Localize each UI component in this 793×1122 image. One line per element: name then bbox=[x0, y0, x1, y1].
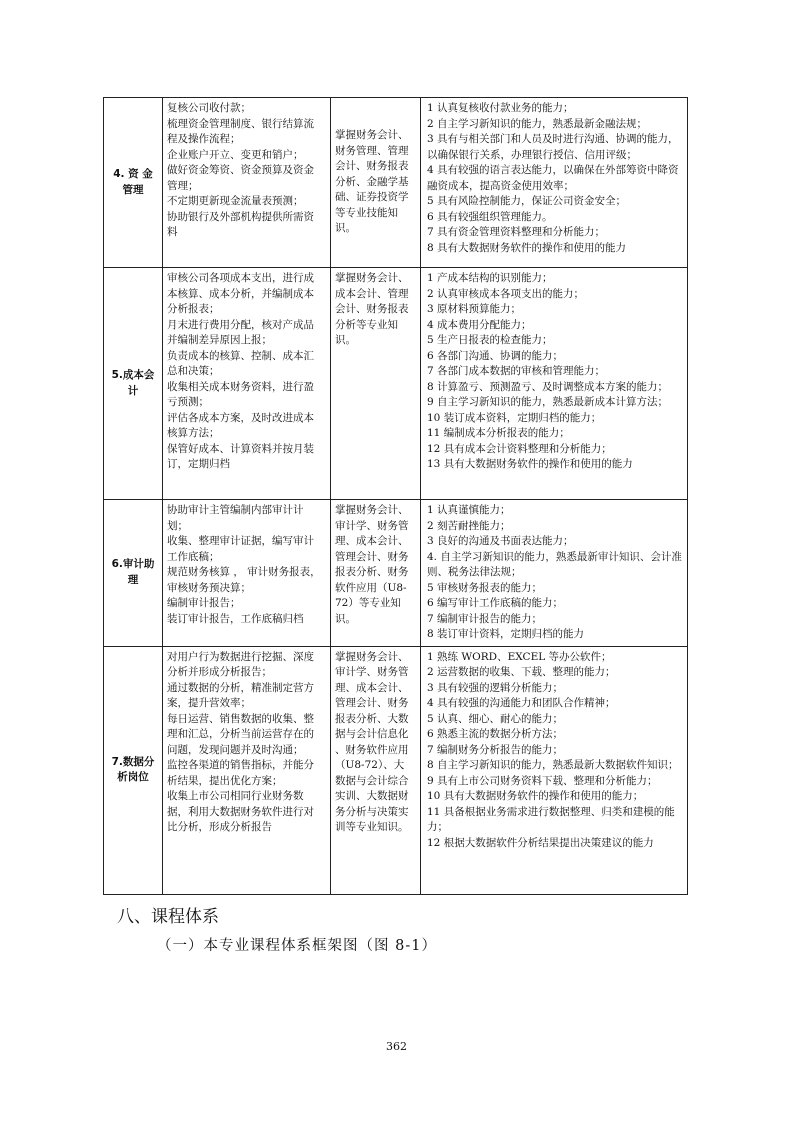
post-name: 4. 资 金 管理 bbox=[113, 168, 153, 196]
abilities-cell bbox=[421, 268, 688, 500]
duty-line: 通过数据的分析，精准制定营方案，提升营效率； bbox=[167, 681, 314, 709]
ability-line: 6 具有较强组织管理能力。 bbox=[427, 210, 553, 223]
competency-table bbox=[103, 97, 688, 895]
duty-line: 做好资金筹资、资金预算及资金管理； bbox=[167, 164, 314, 192]
competency-table-body bbox=[104, 98, 688, 895]
ability-line: 4 具有较强的语言表达能力，以确保在外部筹资中降资融资成本，提高资金使用效率； bbox=[427, 164, 679, 192]
ability-line: 3 良好的沟通及书面表达能力； bbox=[427, 535, 574, 547]
ability-line: 3 具有与相关部门和人员及时进行沟通、协调的能力，以确保银行关系，办理银行授信、信用评级； bbox=[427, 133, 679, 161]
ability-line: 8 自主学习新知识的能力，熟悉最新大数据软件知识； bbox=[427, 759, 679, 771]
duties-cell bbox=[163, 646, 331, 894]
duty-line: 装订审计报告，工作底稿归档 bbox=[167, 612, 304, 625]
duties-cell bbox=[163, 500, 331, 647]
duty-line: 收集相关成本财务资料，进行盈亏预测； bbox=[167, 380, 314, 408]
abilities-cell bbox=[421, 98, 688, 268]
ability-line: 8 计算盈亏、预测盈亏、及时调整成本方案的能力； bbox=[427, 380, 669, 393]
ability-line: 1 认真复核收付款业务的能力； bbox=[427, 102, 574, 114]
ability-line: 11 具备根据业务需求进行数据整理、归类和建模的能力； bbox=[427, 805, 675, 833]
knowledge-cell bbox=[331, 646, 421, 894]
duty-line: 每日运营、销售数据的收集、整理和汇总，分析当前运营存在的问题，发现问题并及时沟通； bbox=[167, 712, 314, 756]
ability-line: 12 具有成本会计资料整理和分析能力； bbox=[427, 442, 612, 455]
post-name: 7.数据分析岗位 bbox=[111, 755, 155, 783]
ability-line: 9 具有上市公司财务资料下载、整理和分析能力； bbox=[427, 774, 658, 787]
ability-line: 11 编制成本分析报表的能力； bbox=[427, 427, 570, 439]
ability-line: 8 具有大数据财务软件的操作和使用的能力 bbox=[427, 241, 627, 254]
ability-line: 5 生产日报表的检查能力； bbox=[427, 334, 553, 346]
duties-cell bbox=[163, 268, 331, 500]
duty-line: 协助银行及外部机构提供所需资料 bbox=[167, 210, 314, 238]
ability-line: 1 产成本结构的识别能力； bbox=[427, 272, 553, 284]
ability-line: 7 各部门成本数据的审核和管理能力； bbox=[427, 365, 606, 377]
duty-line: 协助审计主管编制内部审计计划； bbox=[167, 504, 304, 532]
table-row bbox=[104, 500, 688, 647]
ability-line: 6 熟悉主流的数据分析方法； bbox=[427, 728, 564, 740]
knowledge-cell bbox=[331, 98, 421, 268]
ability-line: 2 运营数据的收集、下载、整理的能力； bbox=[427, 666, 616, 678]
post-name: 6.审计助理 bbox=[111, 558, 155, 586]
ability-line: 12 根据大数据软件分析结果提出决策建议的能力 bbox=[427, 836, 654, 849]
abilities-cell bbox=[421, 500, 688, 647]
ability-line: 10 装订成本资料，定期归档的能力； bbox=[427, 411, 602, 424]
ability-line: 5 审核财务报表的能力； bbox=[427, 581, 543, 594]
ability-line: 5 认真、细心、耐心的能力； bbox=[427, 712, 564, 725]
abilities-cell bbox=[421, 646, 688, 894]
ability-line: 2 自主学习新知识的能力，熟悉最新金融法规； bbox=[427, 117, 648, 130]
duty-line: 审核公司各项成本支出，进行成本核算、成本分析，并编制成本分析报表； bbox=[167, 272, 314, 315]
duty-line: 企业账户开立、变更和销户； bbox=[167, 148, 304, 161]
ability-line: 4. 自主学习新知识的能力，熟悉最新审计知识、会计准则、税务法律法规； bbox=[427, 550, 682, 578]
table-row bbox=[104, 646, 688, 894]
ability-line: 1 熟练 WORD、EXCEL 等办公软件； bbox=[427, 650, 612, 663]
duty-line: 编制审计报告； bbox=[167, 597, 241, 609]
duty-line: 保管好成本、计算资料并按月装订，定期归档 bbox=[167, 442, 314, 470]
ability-line: 6 各部门沟通、协调的能力； bbox=[427, 349, 564, 362]
ability-line: 13 具有大数据财务软件的操作和使用的能力 bbox=[427, 458, 633, 470]
table-row bbox=[104, 98, 688, 268]
duty-line: 月末进行费用分配，核对产成品并编制差异原因上报； bbox=[167, 318, 314, 346]
ability-line: 2 刻苦耐挫能力； bbox=[427, 519, 511, 532]
duty-line: 评估各成本方案，及时改进成本核算方法； bbox=[167, 411, 314, 439]
ability-line: 8 装订审计资料，定期归档的能力 bbox=[427, 628, 585, 640]
table-row bbox=[104, 268, 688, 500]
duty-line: 规范财务核算 ， 审计财务报表，审核财务预决算； bbox=[167, 566, 321, 594]
ability-line: 7 编制审计报告的能力； bbox=[427, 612, 543, 625]
knowledge-text: 掌握财务会计、审计学、财务管理、成本会计、管理会计、财务报表分析、大数据与会计信息化 、财务软件应用（U8-72）、大数据与会计综合实训、大数据财务分析与决策实训等专业知识。 bbox=[335, 650, 409, 833]
ability-line: 6 编写审计工作底稿的能力； bbox=[427, 597, 564, 609]
ability-line: 3 具有较强的逻辑分析能力； bbox=[427, 681, 564, 694]
knowledge-cell bbox=[331, 500, 421, 647]
subsection-heading: （一）本专业课程体系框架图（图 8-1） bbox=[157, 938, 437, 954]
duty-line: 收集、整理审计证据，编写审计工作底稿； bbox=[167, 535, 314, 563]
duties-cell bbox=[163, 98, 331, 268]
ability-line: 10 具有大数据财务软件的操作和使用的能力； bbox=[427, 790, 644, 802]
page-number: 362 bbox=[386, 1040, 407, 1053]
duty-line: 负责成本的核算、控制、成本汇总和决策； bbox=[167, 349, 314, 377]
duty-line: 监控各渠道的销售指标，并能分析结果，提出优化方案； bbox=[167, 759, 314, 787]
ability-line: 7 编制财务分析报告的能力； bbox=[427, 743, 564, 756]
post-cell bbox=[104, 98, 163, 268]
post-cell bbox=[104, 646, 163, 894]
ability-line: 4 具有较强的沟通能力和团队合作精神； bbox=[427, 697, 616, 709]
duty-line: 梳理资金管理制度、银行结算流程及操作流程； bbox=[167, 117, 314, 145]
post-name: 5.成本会计 bbox=[111, 369, 155, 397]
knowledge-text: 掌握财务会计、财务管理、管理会计、财务报表分析、金融学基础、证券投资学等专业技能知识。 bbox=[335, 129, 409, 234]
ability-line: 1 认真谨慎能力； bbox=[427, 504, 511, 516]
post-cell bbox=[104, 268, 163, 500]
knowledge-text: 掌握财务会计、审计学、财务管理、成本会计、管理会计、财务报表分析、财务软件应用（U8-72）等专业知识。 bbox=[335, 504, 409, 625]
ability-line: 3 原材料预算能力； bbox=[427, 303, 522, 315]
duty-line: 不定期更新现金流量表预测； bbox=[167, 195, 304, 207]
section-heading: 八、课程体系 bbox=[117, 907, 219, 927]
ability-line: 7 具有资金管理资料整理和分析能力； bbox=[427, 226, 606, 238]
ability-line: 4 成本费用分配能力； bbox=[427, 318, 532, 331]
duty-line: 对用户行为数据进行挖掘、深度分析并形成分析报告； bbox=[167, 650, 314, 678]
ability-line: 2 认真审核成本各项支出的能力； bbox=[427, 287, 585, 300]
duty-line: 收集上市公司相同行业财务数据，利用大数据财务软件进行对比分析，形成分析报告 bbox=[167, 790, 314, 833]
knowledge-text: 掌握财务会计、成本会计、管理会计、财务报表分析等专业知识。 bbox=[335, 272, 409, 346]
ability-line: 9 自主学习新知识的能力，熟悉最新成本计算方法； bbox=[427, 396, 669, 408]
post-cell bbox=[104, 500, 163, 647]
ability-line: 5 具有风险控制能力，保证公司资金安全； bbox=[427, 195, 627, 207]
duty-line: 复核公司收付款； bbox=[167, 102, 251, 114]
knowledge-cell bbox=[331, 268, 421, 500]
